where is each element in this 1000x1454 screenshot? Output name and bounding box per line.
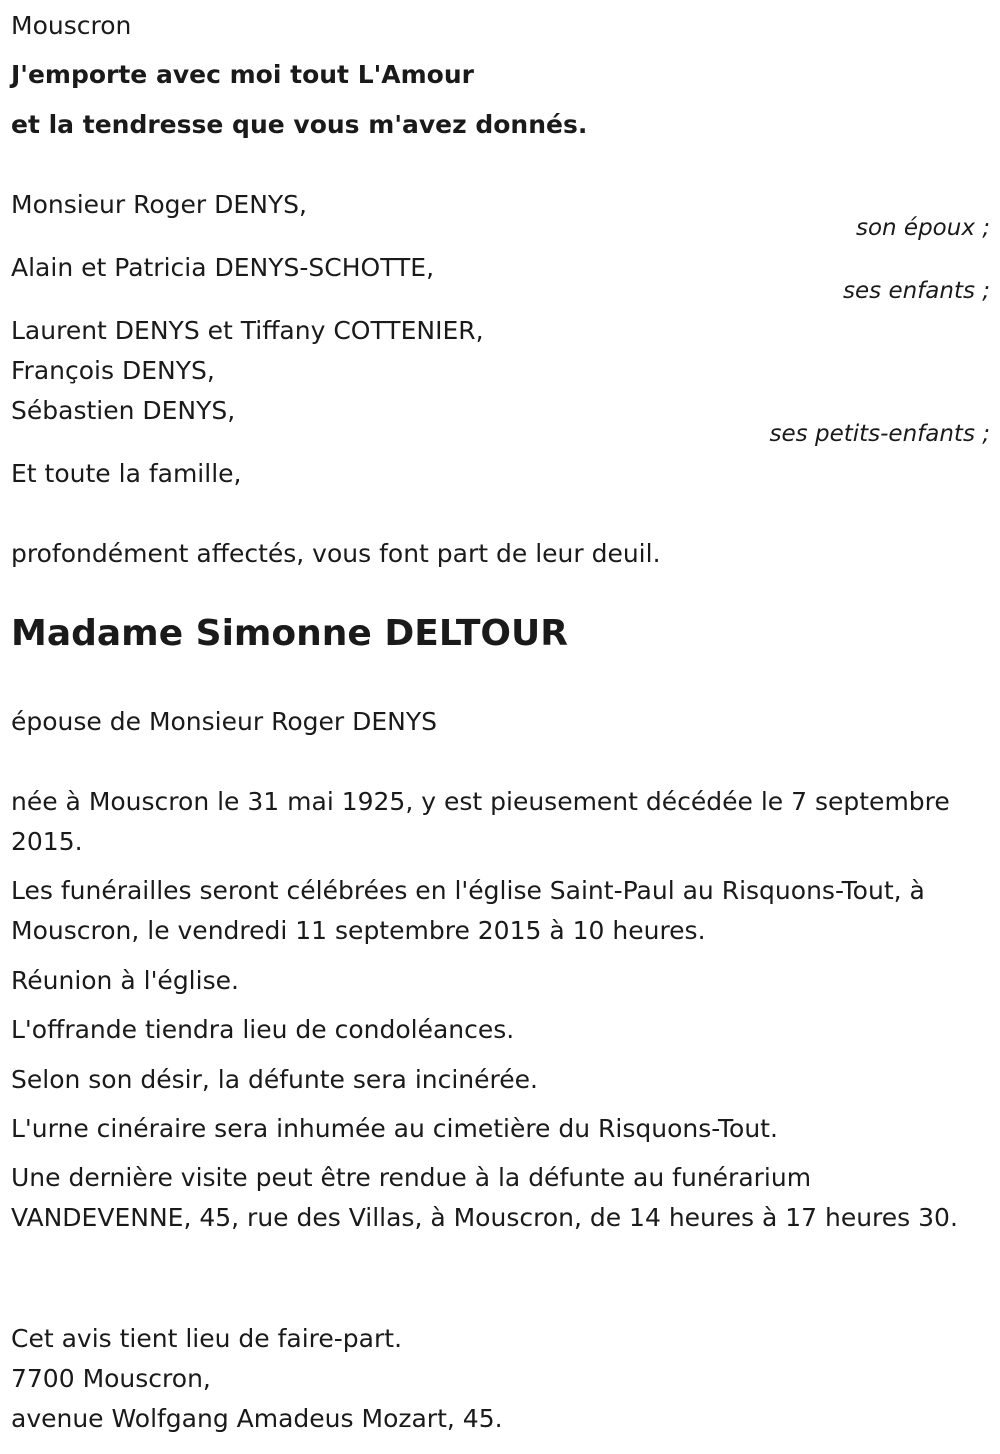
quote-line-2: et la tendresse que vous m'avez donnés. xyxy=(11,110,588,139)
detail-visit: Une dernière visite peut être rendue à la défunte au funérarium VANDEVENNE, 45, rue des Villas, à Mouscron, de 14 heures à 17 heures 30. xyxy=(11,1163,958,1232)
deceased-name: Madame Simonne DELTOUR xyxy=(11,613,568,654)
footer-line: Cet avis tient lieu de faire-part. xyxy=(11,1324,403,1353)
family-member: Sébastien DENYS, xyxy=(11,396,236,425)
detail-gathering: Réunion à l'église. xyxy=(11,966,239,995)
detail-birth-death: née à Mouscron le 31 mai 1925, y est pieusement décédée le 7 septembre 2015. xyxy=(11,787,950,856)
detail-cremation: Selon son désir, la défunte sera incinérée. xyxy=(11,1065,538,1094)
family-member: Alain et Patricia DENYS-SCHOTTE, xyxy=(11,253,435,282)
quote-line-1: J'emporte avec moi tout L'Amour xyxy=(11,60,474,89)
family-role: son époux ; xyxy=(855,215,990,241)
family-member: Et toute la famille, xyxy=(11,459,242,488)
footer-line: avenue Wolfgang Amadeus Mozart, 45. xyxy=(11,1404,503,1433)
detail-urn: L'urne cinéraire sera inhumée au cimetière du Risquons-Tout. xyxy=(11,1114,778,1143)
family-role: ses enfants ; xyxy=(843,278,990,304)
detail-offering: L'offrande tiendra lieu de condoléances. xyxy=(11,1015,515,1044)
announcement-text: profondément affectés, vous font part de leur deuil. xyxy=(11,539,661,568)
family-member: Monsieur Roger DENYS, xyxy=(11,190,307,219)
family-role: ses petits-enfants ; xyxy=(769,421,990,447)
city-label: Mouscron xyxy=(11,11,132,40)
family-member: François DENYS, xyxy=(11,356,215,385)
family-member: Laurent DENYS et Tiffany COTTENIER, xyxy=(11,316,484,345)
spouse-line: épouse de Monsieur Roger DENYS xyxy=(11,707,437,736)
footer-line: 7700 Mouscron, xyxy=(11,1364,211,1393)
detail-funeral: Les funérailles seront célébrées en l'église Saint-Paul au Risquons-Tout, à Mouscron, le vendredi 11 septembre 2015 à 10 heures. xyxy=(11,876,925,945)
